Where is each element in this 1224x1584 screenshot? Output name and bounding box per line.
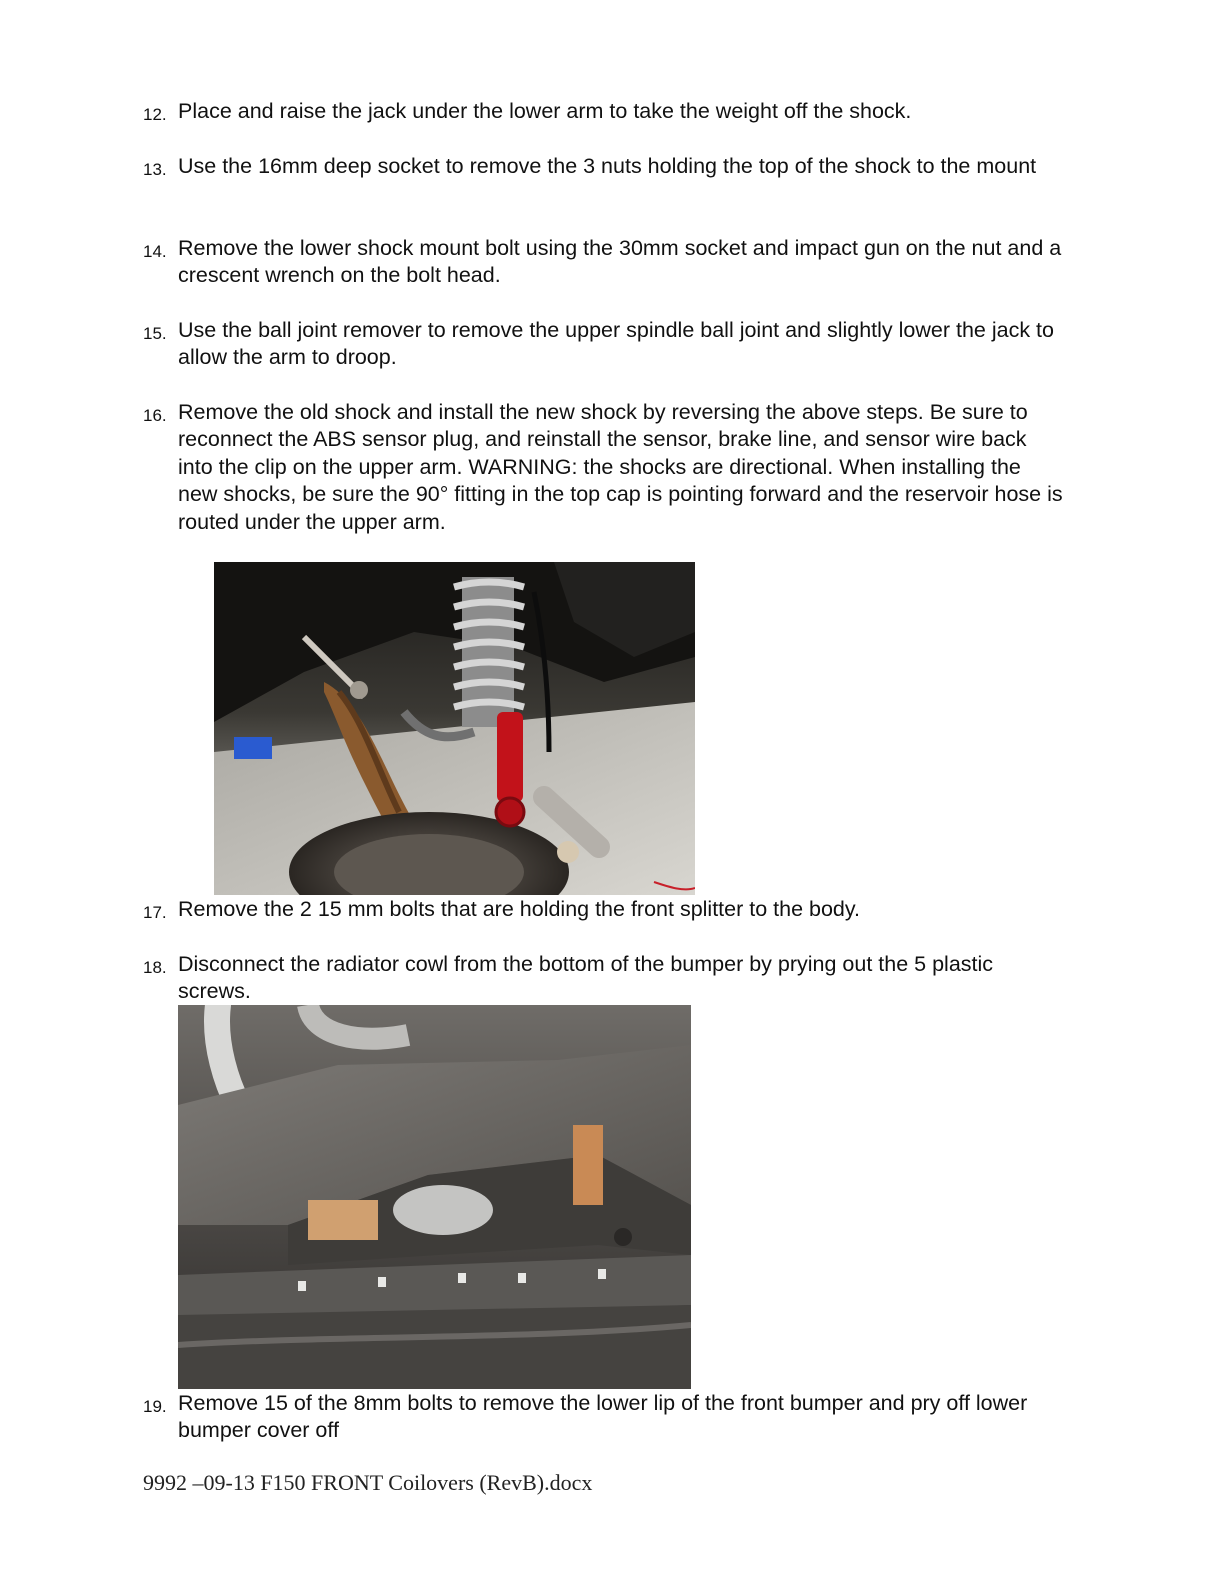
step-text: Place and raise the jack under the lower arm to take the weight off the shock.: [178, 99, 912, 123]
bumper-underside-photo: [178, 1005, 691, 1389]
step-text: Use the ball joint remover to remove the upper spindle ball joint and slightly lower the jack to allow the arm to droop.: [178, 318, 1054, 370]
coilover-suspension-photo: [214, 562, 695, 895]
step-text: Disconnect the radiator cowl from the bottom of the bumper by prying out the 5 plastic screws.: [178, 952, 994, 1004]
step-number: 12.: [143, 105, 167, 124]
step-number: 16.: [143, 406, 167, 425]
step-15: [143, 317, 1063, 372]
step-text: Remove the old shock and install the new shock by reversing the above steps. Be sure to reconnect the ABS sensor plug, and reinstall the sensor, brake line, and sensor wire back into the clip on the upper arm. WARNING: the shocks are directional. When installing the new shocks, be sure the 90° fitting in the top cap is pointing forward and the reservoir hose is routed under the upper arm.: [178, 400, 1063, 534]
step-text: Remove 15 of the 8mm bolts to remove the lower lip of the front bumper and pry off lower bumper cover off: [178, 1391, 1028, 1443]
step-text: Remove the 2 15 mm bolts that are holding the front splitter to the body.: [178, 897, 861, 921]
step-16: [143, 399, 1063, 536]
step-number: 14.: [143, 242, 167, 261]
step-number: 18.: [143, 958, 167, 977]
step-12: [143, 98, 1063, 125]
step-number: 19.: [143, 1397, 167, 1416]
step-text: Use the 16mm deep socket to remove the 3 nuts holding the top of the shock to the mount: [178, 154, 1037, 178]
document-footer: 9992 –09-13 F150 FRONT Coilovers (RevB).docx: [143, 1470, 593, 1495]
step-number: 13.: [143, 160, 167, 179]
step-14: [143, 235, 1063, 290]
step-text: Remove the lower shock mount bolt using the 30mm socket and impact gun on the nut and a crescent wrench on the bolt head.: [178, 236, 1062, 288]
step-number: 17.: [143, 903, 167, 922]
step-number: 15.: [143, 324, 167, 343]
step-19: [143, 1390, 1063, 1445]
step-17: [143, 896, 1063, 923]
step-13: [143, 153, 1063, 180]
step-18: [143, 951, 1063, 1006]
